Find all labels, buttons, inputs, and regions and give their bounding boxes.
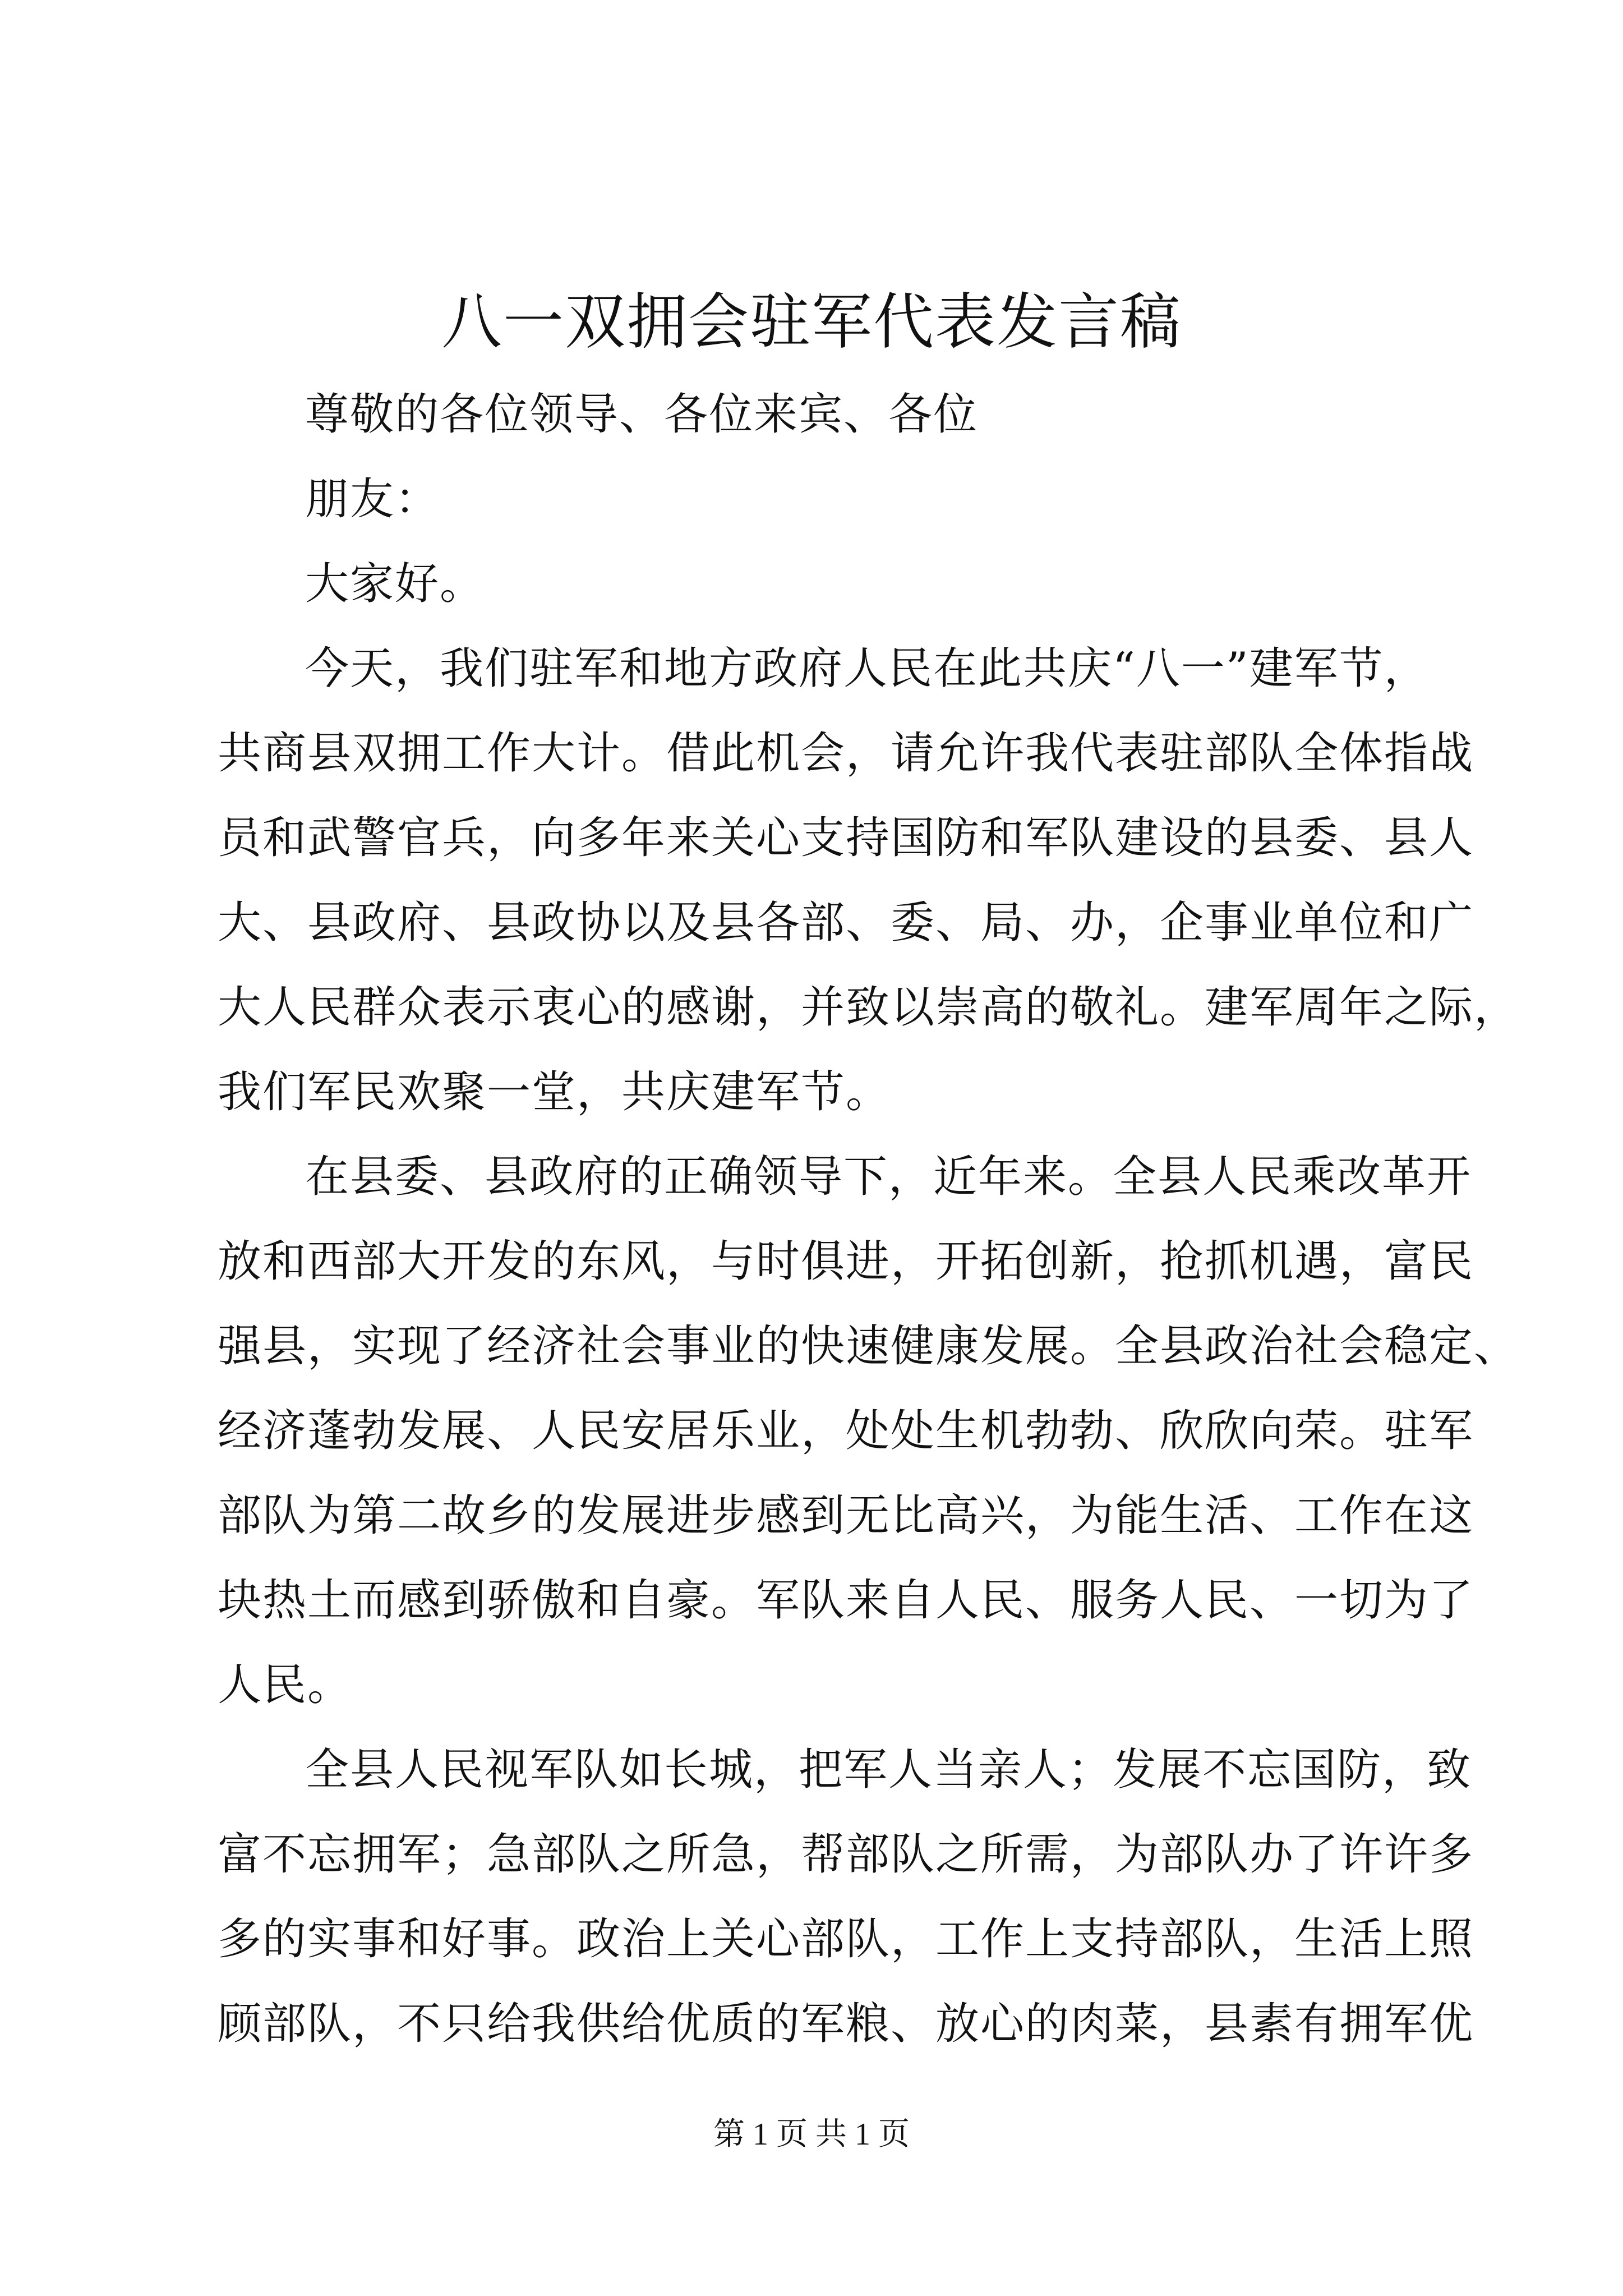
paragraph-line: 全县人民视军队如长城，把军人当亲人；发展不忘国防，致 (305, 1745, 1472, 1795)
paragraph-line: 员和武警官兵，向多年来关心支持国防和军队建设的县委、县人 (218, 813, 1474, 863)
salutation-text: 朋友： (305, 474, 440, 524)
paragraph-line: 部队为第二故乡的发展进步感到无比高兴，为能生活、工作在这 (218, 1490, 1474, 1541)
page-footer: 第 1 页 共 1 页 (713, 2117, 910, 2152)
greeting (218, 542, 1429, 627)
salutation-line-2 (218, 457, 1429, 542)
paragraph-line: 富不忘拥军；急部队之所急，帮部队之所需，为部队办了许许多 (218, 1829, 1474, 1880)
greeting-text: 大家好。 (305, 559, 485, 609)
salutation-line-1 (218, 372, 1429, 457)
paragraph-line: 人民。 (218, 1660, 353, 1710)
paragraph-3 (218, 1728, 1474, 2067)
paragraph-line: 今天，我们驻军和地方政府人民在此共庆“八一”建军节， (305, 643, 1429, 694)
paragraph-line: 顾部队，不只给我供给优质的军粮、放心的肉菜，县素有拥军优 (218, 1999, 1474, 2049)
paragraph-line: 大人民群众表示衷心的感谢，并致以崇高的敬礼。建军周年之际， (218, 982, 1519, 1033)
paragraph-line: 多的实事和好事。政治上关心部队，工作上支持部队，生活上照 (218, 1914, 1474, 1964)
paragraph-line: 共商县双拥工作大计。借此机会，请允许我代表驻部队全体指战 (218, 728, 1474, 779)
paragraph-line: 大、县政府、县政协以及县各部、委、局、办，企事业单位和广 (218, 898, 1474, 948)
paragraph-line: 经济蓬勃发展、人民安居乐业，处处生机勃勃、欣欣向荣。驻军 (218, 1406, 1474, 1456)
paragraph-line: 放和西部大开发的东风，与时俱进，开拓创新，抢抓机遇，富民 (218, 1236, 1474, 1287)
paragraph-1 (218, 627, 1519, 1135)
paragraph-2 (218, 1135, 1519, 1728)
paragraph-line: 我们军民欢聚一堂，共庆建军节。 (218, 1067, 891, 1117)
paragraph-line: 强县，实现了经济社会事业的快速健康发展。全县政治社会稳定、 (218, 1321, 1519, 1372)
page-title: 八一双拥会驻军代表发言稿 (441, 287, 1182, 357)
paragraph-line: 块热土而感到骄傲和自豪。军队来自人民、服务人民、一切为了 (218, 1575, 1474, 1626)
paragraph-line: 在县委、县政府的正确领导下，近年来。全县人民乘改革开 (305, 1152, 1472, 1202)
salutation-text: 尊敬的各位领导、各位来宾、各位 (305, 389, 979, 440)
document-body (218, 0, 1519, 2296)
